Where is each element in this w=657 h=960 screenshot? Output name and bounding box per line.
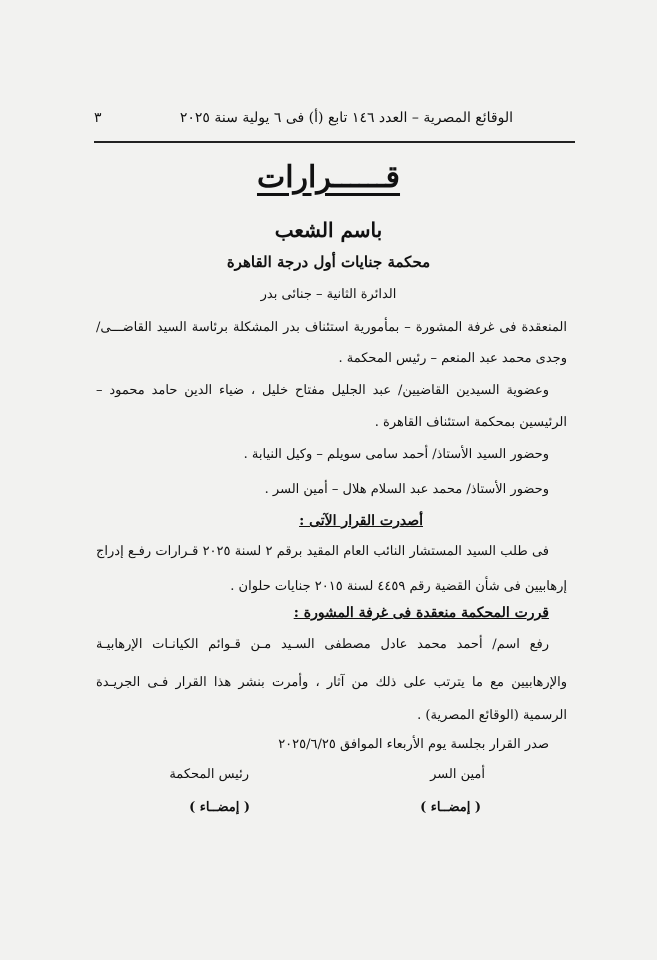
decided-heading: قررت المحكمة منعقدة فى غرفة المشورة : [293,605,549,621]
paragraph-line: وحضور السيد الأستاذ/ أحمد سامى سويلم – وكيل النيابة . [243,447,549,462]
header-rule [94,141,575,143]
page-number: ٣ [94,110,102,126]
paragraph-line: إرهابيين فى شأن القضية رقم ٤٤٥٩ لسنة ٢٠١٥ جنايات حلوان . [230,579,567,594]
in-the-name-of-the-people: باسم الشعب [274,218,383,242]
secretary-signature: ( إمضــاء ) [420,800,481,815]
paragraph-line: المنعقدة فى غرفة المشورة – بمأمورية استئناف بدر المشكلة برئاسة السيد القاضـــى/ [96,320,567,335]
page-title: قــــــرارات [256,160,401,195]
court-name: محكمة جنايات أول درجة القاهرة [226,253,431,271]
president-label: رئيس المحكمة [169,767,249,782]
paragraph-line: وعضوية السيدين القاضيين/ عبد الجليل مفتاح خليل ، ضياء الدين حامد محمود – [96,383,549,398]
secretary-label: أمين السر [430,767,485,782]
paragraph-line: الرسمية (الوقائع المصرية) . [417,708,567,723]
issued-date: صدر القرار بجلسة يوم الأربعاء الموافق ٢٠٢٥/٦/٢٥ [278,737,549,752]
paragraph-line: وجدى محمد عبد المنعم – رئيس المحكمة . [338,351,567,366]
circuit-name: الدائرة الثانية – جنائى بدر [260,287,397,302]
president-signature: ( إمضــاء ) [189,800,250,815]
paragraph-line: وحضور الأستاذ/ محمد عبد السلام هلال – أمين السر . [264,482,549,497]
issued-heading: أصدرت القرار الآتى : [299,513,423,529]
paragraph-line: فى طلب السيد المستشار النائب العام المقيد برقم ٢ لسنة ٢٠٢٥ قـرارات رفـع إدراج [96,544,550,559]
paragraph-line: والإرهابيين مع ما يترتب على ذلك من آثار ، وأمرت بنشر هذا القرار فـى الجريـدة [96,675,567,690]
paragraph-line: الرئيسين بمحكمة استئناف القاهرة . [374,415,567,430]
paragraph-line: رفع اسم/ أحمد محمد عادل مصطفى السـيد مـن قـوائم الكيانـات الإرهابيـة [96,637,549,652]
running-header: الوقائع المصرية – العدد ١٤٦ تابع (أ) فى ٦ يولية سنة ٢٠٢٥ [179,110,513,126]
